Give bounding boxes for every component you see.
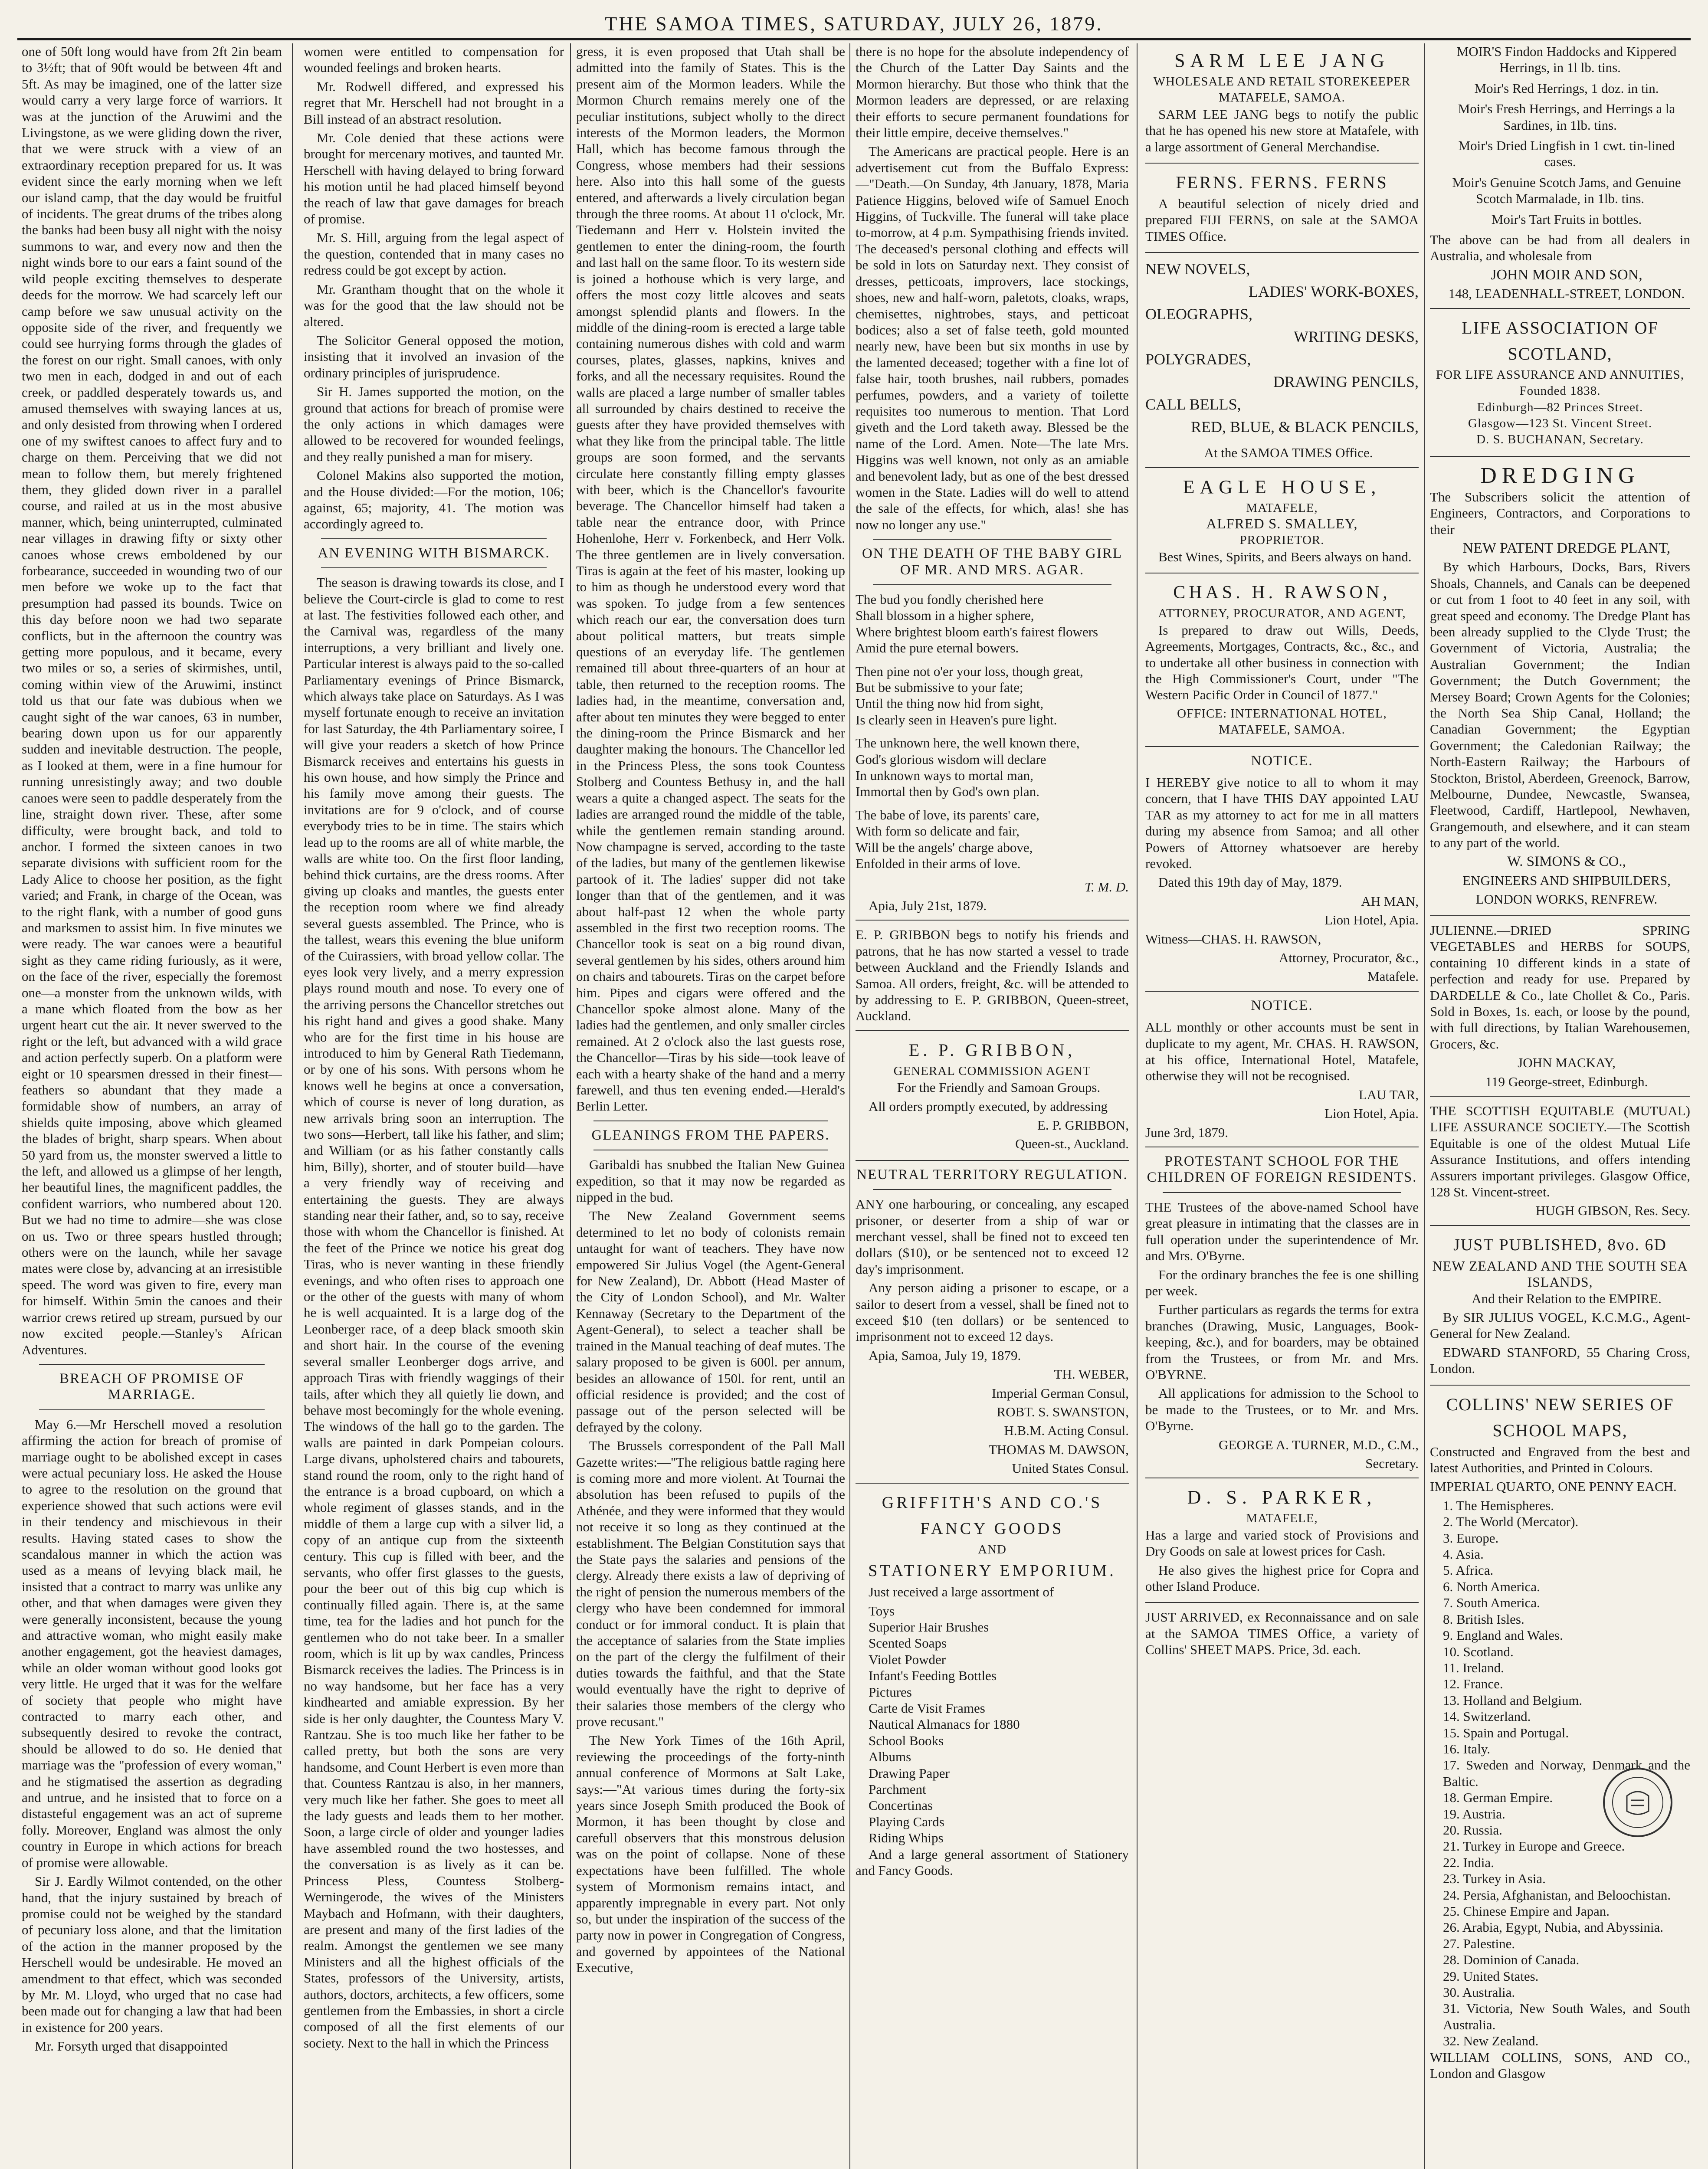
published-ad [1430,1232,1690,1377]
list-item: School Books [869,1733,944,1748]
consul-signature: H.B.M. Acting Consul. [1004,1423,1129,1438]
article-paragraph: The Brussels correspondent of the Pall Mall Gazette writes:—"The religious battle raging here is coming more and more violent. At Tournai the absolution has been refused to pupils of the Athénée, and they were informed that they would not receive it so long as they continued at the establishment. The Belgian Constitution says that the State pays the salaries and pensions of the clergy. Already there exists a law of depriving of the right of pension the numerous members of the clergy who have been condemned for immoral conduct or for immoral conduct. It is plain that the acceptance of salaries from the State implies on the part of the clergy the fulfilment of their duties towards the faithful, and that the State would eventually have the right to deprive of their salaries those members of the clergy who prove recusant." [576,1438,845,1730]
ad-body: By which Harbours, Docks, Bars, Rivers Shoals, Channels, and Canals can be deepened or cut from 1 foot to 40 feet in any soil, with great speed and economy. The Dredge Plant has been already supplied to the Clyde Trust; the Government of Victoria, Australia; the Australian Government; the Indian Government; the Dutch Government; the Mersey Board; Crown Agents for the Colonies; the North Sea Ship Canal, Holland; the Canadian Government; the Egyptian Government; the Caledonian Railway; the North-Eastern Railway; the Harbours of Stockton, Bristol, Aberdeen, Greenock, Barrow, Melbourne, Dundee, Newcastle, Swansea, Fleetwood, Cardiff, Hartlepool, Newhaven, Grangemouth, and elsewhere, and it can steam to any part of the world. [1430,559,1690,851]
column-rule [570,43,571,2169]
divider [856,1483,1129,1484]
school-paragraph: For the ordinary branches the fee is one shilling per week. [1145,1267,1419,1298]
ad-title: DREDGING [1480,463,1640,488]
column-rule [849,43,850,2169]
list-item: Violet Powder [869,1651,946,1667]
article-paragraph: Sir H. James supported the motion, on the ground that actions for breach of promise were the only actions in which damages were allowed to be recovered for wounded feelings, and they really punished a man for misery. [304,384,564,464]
consul-signature: United States Consul. [1012,1461,1129,1476]
novels-line: RED, BLUE, & BLACK PENCILS, [1190,418,1419,436]
article-paragraph: one of 50ft long would have from 2ft 2in beam to 3½ft; that of 90ft would be between 4ft and 5ft. As may be imagined, one of the latter size would carry a very large force of warriors. It was at the junction of the Aruwimi and the Livingstone, as we were gliding down the river, that we were struck with a view of an extraordinary reception prepared for us. It was evident since the early morning when we left our island camp, that the day would be fruitful of incidents. The great drums of the tribes along the banks had been busy all night with the noisy summons to war, and every now and then the night winds bore to our ears a faint sound of the wild people exciting themselves to desperate deeds for the morrow. We had scarcely left our camp before we saw unusual activity on the opposite side of the river, and frequently we could see hurrying forms through the glades of the forest on our right. Small canoes, with only two men in each, dodged in and out of each creek, or paddled desperately towards us, and amused themselves with swaying lances at us, and only desisted from throwing when I ordered one of my swiftest canoes to affect fury and to charge on them. Perceiving that we did not mean to follow them, but merely frightened them, they glided down river in a parallel course, and railed at us in the most abusive manner, which, being uninterrupted, culminated near villages in drawing fifty or sixty other canoes whose crews emboldened by our forbearance, succeeded in wounding two of our men before we woke up to the fact that presumption had passed its bounds. Twice on this day before noon we had two separate conflicts, but in the afternoon the country was getting more populous, and it became, every two miles or so, a series of skirmishes, until, coming within view of the Aruwimi, instinct told us that our fate was dubious when we caught sight of the war canoes, 63 in number, bearing down upon us for our apparently sudden and inevitable destruction. The people, as I looked at them, were in a fine humour for running unresistingly away; and two double canoes were seen to paddle desperately from the line, straight down river. These, after some difficulty, were brought back, and told to anchor. I formed the sixteen canoes in two separate divisions with sufficient room for the Lady Alice to choose her position, as the fight varied; and Frank, in charge of the Ocean, was to the right flank, with a number of good guns and marksmen to assist him. In five minutes we were ready. The war canoes were a beautiful sight as they came riding furiously, as it were, on the face of the river, especially the foremost one—a monster from the unknown wilds, with a mane which floated from the bow as her urgent heart cut the air. It never swerved to the right or the left, but advanced with a wild grace and action perfectly superb. On a platform were eight or 10 spearsmen dressed in their finest—feathers so abundant that they made a formidable show of numbers, an array of shields quite imposing, above which gleamed the blades of bright, sharp spears. When about 50 yard from us, the monster swerved a little to the left, and allowed us a glimpse of her length, her beautiful lines, the magnificent paddles, the confident warriors, who numbered about 120. But we had no time to admire—she was close on us. Two or three spears hustled through; others were on the launch, while her savage mates were close by, advancing at an irresistible speed. The word was given to fire, every man for himself. Within 5min the canoes and their warrior crews retired up stream, pursued by our now excited people.—Stanley's African Adventures. [22,44,282,1357]
list-item: 22. India. [1443,1854,1494,1870]
ad-subtitle: ATTORNEY, PROCURATOR, AND AGENT, [1158,606,1406,621]
goods-list [856,1603,1129,1846]
article-paragraph: women were entitled to compensation for wounded feelings and broken hearts. [304,44,564,75]
gribbon-notice: E. P. GRIBBON begs to notify his friends and patrons, that he has now started a vessel to trade between Auckland and the Friendly Islands and Samoa. All orders, freight, &c. will be attended to by addressing to E. P. GRIBBON, Queen-street, Auckland. [856,927,1129,1024]
novels-line: OLEOGRAPHS, [1145,305,1253,323]
list-item: Infant's Feeding Bottles [869,1668,997,1684]
list-item: 32. New Zealand. [1443,2033,1539,2049]
novels-ad [1145,259,1419,437]
ad-office: OFFICE: INTERNATIONAL HOTEL, [1177,706,1387,721]
ad-title: SARM LEE JANG [1174,50,1390,71]
ad-and: AND [978,1542,1006,1556]
list-item: 15. Spain and Portugal. [1443,1725,1569,1740]
ad-product: NEW PATENT DREDGE PLANT, [1462,540,1671,556]
ad-title: D. S. PARKER, [1187,1487,1377,1508]
notice-date: Dated this 19th day of May, 1879. [1158,875,1342,890]
notice-signature: LAU TAR, [1358,1087,1419,1102]
school-paragraph: Further particulars as regards the terms for extra branches (Drawing, Music, Languages, Book-keeping, &c.), and for boarders, may be obtained from the Trustees, or from Mr. and Mrs. O'BYRNE. [1145,1302,1419,1382]
ad-subtitle: FOR LIFE ASSURANCE AND ANNUITIES, [1436,367,1684,382]
novels-line: LADIES' WORK-BOXES, [1249,283,1419,301]
ad-subtitle: WHOLESALE AND RETAIL STOREKEEPER [1153,75,1411,88]
moir-item: Moir's Dried Lingfish in 1 cwt. tin-lined cases. [1458,138,1675,170]
poem-line: Until the thing now hid from sight, [856,696,1044,711]
article-paragraph: The Solicitor General opposed the motion, insisting that it involved an invasion of the ordinary principles of jurisprudence. [304,332,564,380]
list-item: 26. Arabia, Egypt, Nubia, and Abyssinia. [1443,1920,1663,1935]
moir-item: Moir's Tart Fruits in bottles. [1491,211,1642,227]
divider [39,1364,265,1365]
ad-title: GRIFFITH'S AND CO.'S FANCY GOODS [882,1493,1103,1538]
article-paragraph: The season is drawing towards its close, and I believe the Court-circle is glad to come to rest at last. The festivities followed each other, and the Carnival was, regardless of the many interruptions, a very brilliant and lively one. Particular interest is always paid to the so-called Parliamentary evenings of Prince Bismarck, which always take place on Saturdays. As I was myself fortunate enough to receive an invitation for last Saturday, the 4th Parliamentary soiree, I will give your readers a sketch of how Prince Bismarck receives and entertains his guests in his own house, and how simply the Prince and his family move among their guests. The invitations are for 9 o'clock, and of course everybody tries to be in time. The stairs which lead up to the rooms are all of white marble, the walls are white too. On the first floor landing, behind thick curtains, are the dress rooms. After giving up cloaks and mantles, the guests enter the reception room where we find already several guests assembled. The Prince, who is the tallest, wears this evening the blue uniform of the Cuirassiers, with broad yellow collar. The eyes look very lively, and a merry expression plays round mouth and nose. To every one of the arriving persons the Chancellor stretches out his right hand and gives a good shake. Many who are for the first time in his house are introduced to him by General Rath Tiedemann, or by one of his sons. With persons whom he knows well he begins at once a conversation, which of course is never of long duration, as new arrivals bring soon an interruption. The two sons—Herbert, tall like his father, and slim; and William (or as his father constantly calls him, Billy), shorter, and of stouter build—have a very friendly way of receiving and entertaining the guests. They are always standing near their father, and, so to say, receive those with whom the Chancellor is finished. At the feet of the Prince we notice his great dog Tiras, who is never wanting in these friendly evenings, and who often rises to approach one or the other of the guests with many of whom he is well acquainted. It is a large dog of the Leonberger race, of a deep black smooth skin and short hair. In the course of the evening several smaller Leonberger dogs arrive, and approach Tiras with friendly waggings of their tails, after which they all quietly lie down, and behave most becomingly for the whole evening. The windows of the hall go to the garden. The walls are painted in dark Pompeian colours. Large divans, upholstered chairs and tabourets, stand round the room, only to the right hand of the entrance is a broad cupboard, on which a whole regiment of glasses stands, and in the middle of them a large cup with a silver lid, a copy of an antique cup from the sixteenth century. This cup is filled with beer, and the servants, who offer first glasses to the guests, pour the beer out of this big cup which is continually filled again. There is, at the same time, tea for the ladies and hot punch for the gentlemen who do not take beer. In a smaller room, which is lit up by wax candles, Princess Bismarck receives the ladies. The Princess is in no way handsome, but her face has a very kindhearted and amiable expression. By her side is her only daughter, the Countess Mary V. Rantzau. She is too much like her father to be called pretty, but both the sons are very handsome, and Count Herbert is even more than that. Countess Rantzau is also, in her manners, very much like her father. She goes to meet all the lady guests and leads them to her mother. Soon, a large circle of older and younger ladies have assembled round the two hostesses, and the conversation is as lively as it can be. Princess Pless, Countess Stolberg-Werningerode, the wives of the Ministers Maybach and Hofmann, with their daughters, are present and many of the first ladies of the realm. Amongst the gentlemen we see many Ministers and all the highest officials of the States, professors of the University, artists, authors, doctors, architects, a few officers, some gentlemen from the Embassies, in short a circle composed of all the first elements of our society. Next to the hall in which the Princess [304,575,564,2051]
divider [856,1030,1129,1031]
novels-line: POLYGRADES, [1145,351,1251,368]
ad-body: He also gives the highest price for Copra and other Island Produce. [1145,1562,1419,1594]
column-5 [1145,43,1419,2169]
ad-title: FERNS. FERNS. FERNS [1176,173,1388,193]
column-rule [1137,43,1138,2169]
list-item: Concertinas [869,1798,933,1813]
moir-ad [1430,43,1690,227]
column-3 [576,43,845,2169]
list-item: Toys [869,1603,895,1619]
article-paragraph: Mr. Forsyth urged that disappointed [35,2038,228,2054]
poem-line: Is clearly seen in Heaven's pure light. [856,712,1057,727]
notice-body: I HEREBY give notice to all to whom it may concern, that I have THIS DAY appointed LAU TAR as my attorney to act for me in all matters during my absence from Samoa; and all other Powers of Attorney whatsoever are hereby revoked. [1145,774,1419,871]
list-item: 9. England and Wales. [1443,1628,1563,1643]
divider [1145,1602,1419,1603]
article-paragraph: gress, it is even proposed that Utah shall be admitted into the family of States. This is the present aim of the Mormon leaders. While the Mormon Church remains merely one of the peculiar institutions, subject wholly to the direct interests of the Mormon leaders, the Mormon Hall, which has become famous through the Congress, whose members had their sessions here. Also into this hall some of the guests entered, and afterwards a lively circulation began through the three rooms. At about 11 o'clock, Mr. Tiedemann and Herr v. Holstein invited the gentlemen to enter the dining-room, the fourth and last hall on the same floor. To its western side is joined a hothouse which is very large, and offers the most cozy little alcoves and seats amongst splendid plants and flowers. In the middle of the dining-room is erected a large table containing numerous dishes with cold and warm courses, plates, glasses, napkins, knives and forks, and all the necessary requisites. Round the walls are placed a large number of smaller tables all surrounded by chairs destined to receive the guests after they have provided themselves with what they like from the principal table. The little groups are soon formed, and the servants circulate here constantly filling empty glasses with beer, which is the Chancellor's favourite beverage. The Chancellor himself had taken a table near the entrance door, with Prince Hohenlohe, Herr v. Forkenbeck, and Herr Volk. The three gentlemen are in lively conversation. Tiras is again at the feet of his master, looking up to him as though he understood every word that was spoken. To judge from a few sentences which reach our ear, the conversation does turn about political matters, but treats simple questions of an everyday life. The gentlemen remained till about three-quarters of an hour at table, then returned to the reception rooms. The ladies had, in the meantime, conversation and, after about ten minutes they were begged to enter the dining-room the Prince Bismarck and her daughter making the honours. The Chancellor led in the Princess Pless, the sons took Countess Stolberg and Countess Bethusy in, and the hall wears a quite a changed aspect. The seats for the ladies are arranged round the middle of the table, while the gentlemen remain standing around. Now champagne is served, according to the taste of the ladies, but many of the gentlemen likewise partook of it. The ladies' supper did not take longer than that of the gentlemen, and it was about half-past 12 when the whole party assembled in the first two reception rooms. The Chancellor took is seat on a big round divan, several gentlemen by his sides, others around him on chairs and tabourets. Tiras on the carpet before him. Pipes and cigars were offered and the Chancellor spoke almost alone. Many of the ladies had the gentlemen, and only smaller circles remained. At 2 o'clock also the last guests rose, the Chancellor—Tiras by his side—took leave of each with a hearty shake of the hand and a merry farewell, and thus ten evening ended.—Herald's Berlin Letter. [576,44,845,1114]
ad-address: Glasgow—123 St. Vincent Street. [1468,416,1652,430]
novels-line: NEW NOVELS, [1145,260,1250,278]
ad-secretary: D. S. BUCHANAN, Secretary. [1476,432,1644,447]
article-heading: GLEANINGS FROM THE PAPERS. [591,1127,830,1143]
list-item: 19. Austria. [1443,1806,1505,1822]
consul-signatures [856,1366,1129,1476]
ad-intro: Constructed and Engraved from the best and latest Authorities, and Printed in Colours. [1430,1444,1690,1476]
ferns-ad [1145,170,1419,244]
divider [1145,467,1419,468]
list-item: Riding Whips [869,1830,944,1846]
rawson-ad [1145,580,1419,738]
notice-heading: NOTICE. [1251,753,1313,769]
consul-signature: TH. WEBER, [1054,1366,1129,1382]
ad-address: Edinburgh—82 Princes Street. [1477,400,1643,414]
divider [1145,991,1419,992]
ad-body: The Subscribers solicit the attention of Engineers, Contractors, and Corporations to their [1430,489,1690,537]
consul-signature: ROBT. S. SWANSTON, [997,1404,1129,1420]
list-item: Playing Cards [869,1814,944,1829]
notice-signature: Lion Hotel, Apia. [1324,1106,1419,1121]
ad-address: 119 George-street, Edinburgh. [1485,1074,1648,1089]
poem-signature: T. M. D. [1085,879,1129,894]
sarm-lee-jang-ad [1145,48,1419,155]
list-item: 11. Ireland. [1443,1660,1504,1675]
list-item: Superior Hair Brushes [869,1619,989,1635]
poem-line: With form so delicate and fair, [856,823,1020,839]
article-paragraph: The New Zealand Government seems determined to let no body of colonists remain untaught for want of teachers. They have now empowered Sir Julius Vogel (the Agent-General for New Zealand), Dr. Abbott (Head Master of the City of London School), and Mr. Walter Kennaway (Secretary to the Department of the Agent-General), to select a teacher shall be trained in the Manual teaching of deaf mutes. The salary proposed to be given is 600l. per annum, besides an allowance of 150l. for rent, until an official residence is provided; and the cost of passage out of the person selected will be defrayed by the colony. [576,1208,845,1435]
divider [1430,308,1690,309]
divider [1430,1096,1690,1097]
poem-line: In unknown ways to mortal man, [856,768,1033,783]
divider [1430,1225,1690,1226]
ad-title: EAGLE HOUSE, [1183,476,1381,498]
poem-line: The unknown here, the well known there, [856,735,1080,751]
list-item: 29. United States. [1443,1968,1539,1984]
column-rule [1424,43,1425,2169]
notice-body: ALL monthly or other accounts must be sent in duplicate to my agent, Mr. CHAS. H. RAWSON, at his office, International Hotel, Matafele, otherwise they will not be recognised. [1145,1019,1419,1084]
divider [873,1189,1111,1190]
list-item: 16. Italy. [1443,1741,1491,1756]
ad-body: SARM LEE JANG begs to notify the public that he has opened his new store at Matafele, with a large assortment of General Merchandise. [1145,106,1419,154]
list-item: 27. Palestine. [1443,1936,1515,1951]
library-stamp-icon [1601,1766,1675,1839]
column-6 [1430,43,1690,2169]
ad-subtitle: GENERAL COMMISSION AGENT [893,1064,1091,1078]
poem-line: The babe of love, its parents' care, [856,807,1039,822]
list-item: Parchment [869,1781,926,1797]
school-heading: PROTESTANT SCHOOL FOR THE CHILDREN OF FOREIGN RESIDENTS. [1147,1153,1417,1186]
life-association-ad [1430,315,1690,448]
ad-body: Is prepared to draw out Wills, Deeds, Agreements, Mortgages, Contracts, &c., &c., and to undertake all other business in connection with the High Commissioner's Court, under "The Western Pacific Order in Council of 1877." [1145,622,1419,703]
article-paragraph: The New York Times of the 16th April, reviewing the proceedings of the forty-ninth annual conference of Mormons at Salt Lake, says:—"At various times during the forty-six years since Joseph Smith produced the Book of Mormon, it has been thought by close and carefull observers that this monstrous delusion was on the point of collapse. None of these expectations have been fulfilled. The whole system of Mormonism remains intact, and apparently impregnable in every part. Not only so, but under the inspiration of the success of the party now in power in Congregation of Congress, and governed by appointees of the National Executive, [576,1733,845,1976]
divider [1430,915,1690,916]
poem-line: But be submissive to your fate; [856,680,1023,695]
ad-founded: Founded 1838. [1519,384,1601,398]
poem-line: The bud you fondly cherished here [856,592,1044,607]
ad-author: By SIR JULIUS VOGEL, K.C.M.G., Agent-General for New Zealand. [1430,1310,1690,1341]
divider [39,1409,265,1410]
ad-company: WILLIAM COLLINS, SONS, AND CO., London and Glasgow [1430,2049,1690,2081]
school-paragraph: All applications for admission to the School to be made to the Trustees, or to Mr. and Mrs. O'Byrne. [1145,1386,1419,1434]
ad-outro: And a large general assortment of Stationery and Fancy Goods. [856,1846,1129,1878]
list-item: 12. France. [1443,1676,1503,1692]
poem [856,591,1129,872]
divider [321,567,547,568]
poem-heading: ON THE DEATH OF THE BABY GIRL OF MR. AND MRS. AGAR. [862,546,1123,578]
divider [321,538,547,539]
regulation-date: Apia, Samoa, July 19, 1879. [869,1347,1021,1363]
list-item: 5. Africa. [1443,1563,1494,1578]
novels-line: CALL BELLS, [1145,396,1241,413]
poem-line: Amid the pure eternal bowers. [856,640,1019,656]
ad-place: MATAFELE, SAMOA. [1219,723,1345,737]
moir-item: Moir's Fresh Herrings, and Herrings a la Sardines, in 1lb. tins. [1458,101,1675,133]
poem-line: Then pine not o'er your loss, though great, [856,663,1083,679]
ad-place: MATAFELE, [1246,501,1318,515]
article-paragraph: Mr. Grantham thought that on the whole it was for the good that the law should not be altered. [304,281,564,329]
ad-signature: HUGH GIBSON, Res. Secy. [1535,1203,1690,1219]
equitable-ad: THE SCOTTISH EQUITABLE (MUTUAL) LIFE ASSURANCE SOCIETY.—The Scottish Equitable is one of the oldest Mutual Life Assurance Institutions, and offers intending Assurers important privileges. Glasgow Office, 128 St. Vincent-street. [1430,1103,1690,1199]
list-item: Carte de Visit Frames [869,1700,985,1716]
column-4 [856,43,1129,2169]
divider [1145,746,1419,747]
ad-place: MATAFELE, SAMOA. [1219,91,1345,105]
moir-item: Moir's Red Herrings, 1 doz. in tin. [1474,80,1659,96]
ad-address: 148, LEADENHALL-STREET, LONDON. [1448,286,1685,301]
list-item: 24. Persia, Afghanistan, and Beloochistan. [1443,1887,1671,1903]
poem-line: Shall blossom in a higher sphere, [856,608,1034,623]
consul-signature: THOMAS M. DAWSON, [988,1442,1129,1457]
article-heading: BREACH OF PROMISE OF MARRIAGE. [59,1370,244,1403]
ad-title: COLLINS' NEW SERIES OF SCHOOL MAPS, [1446,1394,1674,1440]
ad-title: JUST PUBLISHED, 8vo. 6D [1453,1235,1667,1254]
maps-notice: JUST ARRIVED, ex Reconnaissance and on sale at the SAMOA TIMES Office, a variety of Collins' SHEET MAPS. Price, 3d. each. [1145,1609,1419,1658]
novels-line: WRITING DESKS, [1294,328,1419,346]
ad-place: MATAFELE, [1246,1511,1318,1526]
ad-signature: E. P. GRIBBON, [1037,1117,1129,1133]
list-item: 7. South America. [1443,1595,1540,1611]
list-item: 13. Holland and Belgium. [1443,1692,1583,1708]
ad-company: JOHN MACKAY, [1518,1055,1616,1071]
list-item: 17. Sweden and Norway, Denmark and the Baltic. [1443,1757,1690,1789]
divider [1430,1385,1690,1386]
divider [1145,163,1419,164]
masthead: THE SAMOA TIMES, SATURDAY, JULY 26, 1879. [17,10,1691,40]
divider [873,539,1111,540]
list-item: 23. Turkey in Asia. [1443,1871,1546,1887]
poem-line: Enfolded in their arms of love. [856,856,1021,872]
ad-subtitle: NEW ZEALAND AND THE SOUTH SEA ISLANDS, [1432,1258,1688,1290]
list-item: 30. Australia. [1443,1985,1515,2000]
school-signature: Secretary. [1365,1455,1419,1471]
article-paragraph: Mr. Cole denied that these actions were brought for mercenary motives, and taunted Mr. Herschell with having delayed to bring forward his motion until he had placed himself beyond the reach of law that gave damages for breach of promise. [304,130,564,227]
divider [856,920,1129,921]
notice-witness: Attorney, Procurator, &c., [1279,950,1419,965]
notice-heading: NOTICE. [1251,997,1313,1013]
consul-signature: Imperial German Consul, [992,1385,1129,1401]
notice-signature: Lion Hotel, Apia. [1324,912,1419,928]
regulation-paragraph: ANY one harbouring, or concealing, any escaped prisoner, or deserter from a ship of war or merchant vessel, shall be fined not to exceed ten dollars ($10), or be sentenced not to exceed 12 day's imprisonment. [856,1196,1129,1277]
divider [856,1160,1129,1161]
ad-company: W. SIMONS & CO., [1507,853,1626,869]
ad-role: PROPRIETOR. [1239,533,1324,547]
list-item: 20. Russia. [1443,1822,1502,1838]
notice-witness: Witness—CHAS. H. RAWSON, [1145,931,1321,947]
list-item: 6. North America. [1443,1579,1540,1594]
divider [873,584,1111,585]
article-heading: AN EVENING WITH BISMARCK. [318,545,550,561]
ad-title: LIFE ASSOCIATION OF SCOTLAND, [1462,318,1659,364]
notice-signature: AH MAN, [1361,893,1419,909]
regulation-paragraph: Any person aiding a prisoner to escape, or a sailor to desert from a vessel, shall be fined not to exceed $10 (ten dollars) or be sentenced to imprisonment not to exceed 12 days. [856,1280,1129,1344]
notice-witness: Matafele. [1367,969,1419,984]
list-item: Nautical Almanacs for 1880 [869,1717,1020,1732]
poem-line: Immortal then by God's own plan. [856,784,1040,799]
divider [1430,456,1690,457]
poem-line: Where brightest bloom earth's fairest flowers [856,624,1098,639]
ad-title: E. P. GRIBBON, [908,1040,1076,1060]
moir-item: MOIR'S Findon Haddocks and Kippered Herrings, in 1l lb. tins. [1456,44,1677,75]
ad-address: LONDON WORKS, RENFREW. [1475,891,1658,907]
ad-company: JOHN MOIR AND SON, [1491,266,1642,283]
ad-signature: Queen-st., Auckland. [1015,1136,1129,1152]
article-paragraph: The Americans are practical people. Here is an advertisement cut from the Buffalo Express:—"Death.—On Sunday, 4th January, 1878, Maria Patience Higgins, beloved wife of Samuel Enoch Higgins, of Tuckville. The funeral will take place to-morrow, at 4 p.m. Sympathising friends invited. The deceased's personal clothing and effects will be sold in lots on Saturday next. They consist of dresses, petticoats, improvers, lace stockings, shoes, new and half-worn, paletots, cloaks, wraps, chemisettes, nightrobes, stays, and petticoat bodices; also a set of false teeth, gold mounted nearly new, have been but six months in use by the lamented deceased; together with a fine lot of false hair, tooth brushes, nail rubbers, pomades perfumes, powders, and a variety of toilette requisites too numerous to mention. That Lord giveth and the Lord taketh away. Blessed be the name of the Lord. Amen. Note—The late Mrs. Higgins was well known, not only as an amiable and benevolent lady, but as one of the best dressed women in the State. Ladies will do well to attend the sale of the effects, for which, alas! she has now no longer any use." [856,144,1129,532]
poem-line: God's glorious wisdom will declare [856,751,1046,767]
poem-stanza [856,591,1129,656]
ad-line: For the Friendly and Samoan Groups. [897,1080,1101,1095]
ad-body: Best Wines, Spirits, and Beers always on hand. [1158,549,1412,564]
list-item: 4. Asia. [1443,1546,1484,1562]
column-2 [304,43,564,2169]
divider [1163,1192,1401,1193]
notice-date: June 3rd, 1879. [1145,1124,1229,1140]
poem-stanza [856,735,1129,800]
poem-line: Will be the angels' charge above, [856,839,1033,855]
ad-body: Has a large and varied stock of Provisions and Dry Goods on sale at lowest prices for Cash. [1145,1527,1419,1559]
list-item: 21. Turkey in Europe and Greece. [1443,1838,1625,1854]
poem-stanza [856,807,1129,872]
griffith-ad [856,1490,1129,1879]
ad-subtitle: IMPERIAL QUARTO, ONE PENNY EACH. [1430,1479,1677,1494]
ad-publisher: EDWARD STANFORD, 55 Charing Cross, London. [1430,1344,1690,1376]
parker-ad [1145,1484,1419,1594]
article-paragraph: Garibaldi has snubbed the Italian New Guinea expedition, so that it may now be regarded as nipped in the bud. [576,1157,845,1205]
list-item: Pictures [869,1684,912,1700]
school-paragraph: THE Trustees of the above-named School have great pleasure in intimating that the classes are in full operation under the superintendence of Mr. and Mrs. O'Byrne. [1145,1199,1419,1264]
article-paragraph: Colonel Makins also supported the motion, and the House divided:—For the motion, 106; against, 65; majority, 41. The motion was accordingly agreed to. [304,468,564,532]
article-paragraph: Sir J. Eardly Wilmot contended, on the other hand, that the injury sustained by breach of promise could not be weighed by the standard of pecuniary loss alone, and that the limitation of the action in the manner proposed by the Herschell would be undesirable. He moved an amendment to that effect, which was seconded by Mr. M. Lloyd, who urged that no case had been made out for changing a law that had been in existence for 200 years. [22,1874,282,2035]
article-heading: NEUTRAL TERRITORY REGULATION. [856,1166,1128,1183]
dredging-ad [1430,463,1690,908]
ad-title: STATIONERY EMPORIUM. [868,1562,1116,1580]
poem-place: Apia, July 21st, 1879. [869,898,987,913]
collins-maps-ad [1430,1392,1690,2082]
list-item: 25. Chinese Empire and Japan. [1443,1904,1610,1919]
ad-company: ENGINEERS AND SHIPBUILDERS, [1462,873,1671,888]
column-1 [22,43,282,2169]
ad-foot: At the SAMOA TIMES Office. [1204,445,1373,461]
article-paragraph: Mr. S. Hill, arguing from the legal aspect of the question, contended that in many cases no redress could be got except by action. [304,230,564,278]
list-item: 18. German Empire. [1443,1790,1553,1805]
list-item: 2. The World (Mercator). [1443,1514,1579,1530]
ad-intro: Just received a large assortment of [869,1584,1054,1600]
novels-line: DRAWING PENCILS, [1273,373,1419,391]
ad-body: And their Relation to the EMPIRE. [1472,1291,1662,1306]
list-item: 14. Switzerland. [1443,1709,1531,1724]
list-item: Scented Soaps [869,1635,947,1651]
list-item: 28. Dominion of Canada. [1443,1952,1580,1968]
moir-item: Moir's Genuine Scotch Jams, and Genuine Scotch Marmalade, in 1lb. tins. [1452,174,1681,206]
list-item: 1. The Hemispheres. [1443,1497,1554,1513]
ad-title: CHAS. H. RAWSON, [1173,583,1391,603]
list-item: 31. Victoria, New South Wales, and South Australia. [1443,2001,1690,2032]
list-item: 3. Europe. [1443,1530,1499,1546]
poem-stanza [856,663,1129,728]
ad-body: All orders promptly executed, by addressing [869,1098,1108,1114]
list-item: Drawing Paper [869,1765,950,1781]
gribbon-ad [856,1037,1129,1152]
list-item: 10. Scotland. [1443,1644,1514,1659]
school-signature: GEORGE A. TURNER, M.D., C.M., [1218,1437,1419,1452]
list-item: Albums [869,1749,911,1765]
list-item: 8. British Isles. [1443,1611,1524,1627]
column-rule [292,43,293,2169]
julienne-ad: JULIENNE.—DRIED SPRING VEGETABLES and HERBS for SOUPS, containing 10 different kinds in a state of perfection and ready for use. Prepared by DARDELLE & Co., late Chollet & Co., Paris. Sold in Boxes, 1s. each, or loose by the pound, with full directions, by Italian Warehousemen, Grocers, &c. [1430,922,1690,1052]
article-paragraph: May 6.—Mr Herschell moved a resolution affirming the action for breach of promise of marriage ought to be abolished except in cases were actual pecuniary loss. He asked the House to agree to the resolution on the ground that experience showed that such actions were evil in their tendency and mischievous in their results. Having stated cases to show the scandalous manner in which the action was used as a means of levying black mail, he insisted that a contract to marry was unlike any other, and that when damages were given they were generally inconsistent, because the young and attractive woman, who might easily make another engagement, got the heaviest damages, while an older woman without good looks got very little. He urged that it was for the welfare of society that people who might have contracted to marry each other, and subsequently desired to revoke the contract, should be allowed to do so. He denied that marriage was the "profession of every woman," and he stigmatised the assertion as degrading and untrue, and he insisted that to force on a distasteful engagement was an act of supreme folly. Moreover, England was almost the only country in Europe in which actions for breach of promise were allowable. [22,1416,282,1870]
article-paragraph: there is no hope for the absolute independency of the Church of the Latter Day Saints and the Mormon hierarchy. But those who think that the Mormon leaders are depressed, or are relaxing their efforts to secure permanent foundations for their little empire, deceive themselves." [856,44,1129,141]
divider [1145,252,1419,253]
article-paragraph: Mr. Rodwell differed, and expressed his regret that Mr. Herschell had not brought in a Bill instead of an abstract resolution. [304,79,564,127]
ad-body: A beautiful selection of nicely dried and prepared FIJI FERNS, on sale at the SAMOA TIMES Office. [1145,196,1419,244]
ad-name: ALFRED S. SMALLEY, [1206,516,1358,532]
ad-foot: The above can be had from all dealers in Australia, and wholesale from [1430,232,1690,264]
eagle-house-ad [1145,474,1419,565]
